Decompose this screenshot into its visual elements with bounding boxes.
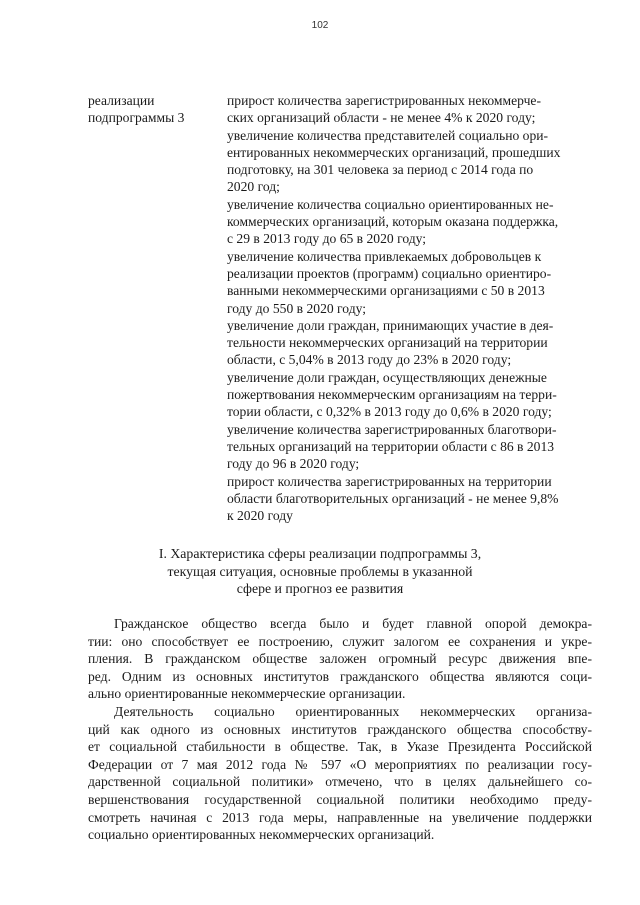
row-value-line: подготовку, на 301 человека за период с 2014 года по <box>227 162 534 178</box>
paragraph-line: ций как одного из основных институтов гражданского общества способству- <box>88 721 592 737</box>
row-label-line: подпрограммы 3 <box>88 110 185 126</box>
row-value-line: ских организаций области - не менее 4% к 2020 году; <box>227 110 536 126</box>
row-value-line: увеличение количества зарегистрированных благотвори- <box>227 421 557 437</box>
paragraph-2 <box>88 703 592 844</box>
heading-line: сфере и прогноз ее развития <box>236 581 404 596</box>
row-value-line: 2020 год; <box>227 179 280 195</box>
paragraph-line: ально ориентированные некоммерческие организации. <box>88 686 406 702</box>
row-value-line: прирост количества зарегистрированных некоммерче- <box>227 93 541 108</box>
paragraph-line: тии: оно способствует ее построению, служит залогом ее сохранения и укре- <box>88 633 592 649</box>
row-value-line: тельных организаций на территории области с 86 в 2013 <box>227 438 555 454</box>
paragraph-line: Деятельность социально ориентированных некоммерческих организа- <box>114 703 592 719</box>
row-label-line: реализации <box>88 93 155 108</box>
row-value-line: увеличение количества социально ориентированных не- <box>227 196 554 212</box>
paragraph-1 <box>88 615 592 703</box>
row-value-line: ванными некоммерческими организациями с 50 в 2013 <box>227 283 545 299</box>
paragraph-line: ред. Одним из основных институтов гражданского общества являются соци- <box>88 668 592 684</box>
paragraph-line: пления. В гражданском обществе заложен огромный ресурс движения впе- <box>88 651 592 667</box>
paragraph-line: вершенствования государственной социальной политики необходимо преду- <box>88 791 592 807</box>
paragraph-line: социально ориентированных некоммерческих организаций. <box>88 827 435 843</box>
row-value-line: прирост количества зарегистрированных на территории <box>227 473 552 489</box>
row-value-line: тельности некоммерческих организаций на территории <box>227 335 548 351</box>
row-value-line: тории области, с 0,32% в 2013 году до 0,6% в 2020 году; <box>227 404 552 420</box>
paragraph-line: ет социальной стабильности в обществе. Так, в Указе Президента Российской <box>88 739 592 755</box>
row-value-line: пожертвования некоммерческим организациям на терри- <box>227 387 557 403</box>
page-number: 102 <box>311 20 329 31</box>
paragraph-line: Гражданское общество всегда было и будет главной опорой демокра- <box>114 616 592 631</box>
row-value-line: увеличение доли граждан, осуществляющих денежные <box>227 369 547 385</box>
row-value-line: увеличение количества представителей социально ори- <box>227 127 549 143</box>
paragraph-line: дарственной социальной политики» отмечено, что в целях дальнейшего со- <box>88 774 592 790</box>
body-text <box>88 615 592 844</box>
row-value-line: году до 550 в 2020 году; <box>227 300 367 316</box>
row-value-line: области благотворительных организаций - не менее 9,8% <box>227 490 559 506</box>
row-value-line: увеличение количества привлекаемых добровольцев к <box>227 248 542 264</box>
row-value-line: году до 96 в 2020 году; <box>227 456 360 472</box>
row-label <box>88 92 218 127</box>
heading-line: текущая ситуация, основные проблемы в указанной <box>167 563 473 579</box>
row-value <box>227 92 587 524</box>
paragraph-line: Федерации от 7 мая 2012 года № 597 «О мероприятиях по реализации госу- <box>88 756 592 772</box>
row-value-line: области, с 5,04% в 2013 году до 23% в 2020 году; <box>227 352 512 368</box>
row-value-line: увеличение доли граждан, принимающих участие в дея- <box>227 317 554 333</box>
row-value-line: реализации проектов (программ) социально ориентиро- <box>227 265 552 281</box>
section-heading <box>0 545 640 598</box>
row-value-line: с 29 в 2013 году до 65 в 2020 году; <box>227 231 427 247</box>
row-value-line: ентированных некоммерческих организаций, прошедших <box>227 144 561 160</box>
paragraph-line: смотреть начиная с 2013 года меры, направленные на увеличение поддержки <box>88 809 592 825</box>
heading-line: I. Характеристика сферы реализации подпрограммы 3, <box>158 546 482 561</box>
row-value-line: к 2020 году <box>227 508 293 524</box>
row-value-line: коммерческих организаций, которым оказана поддержка, <box>227 214 559 230</box>
